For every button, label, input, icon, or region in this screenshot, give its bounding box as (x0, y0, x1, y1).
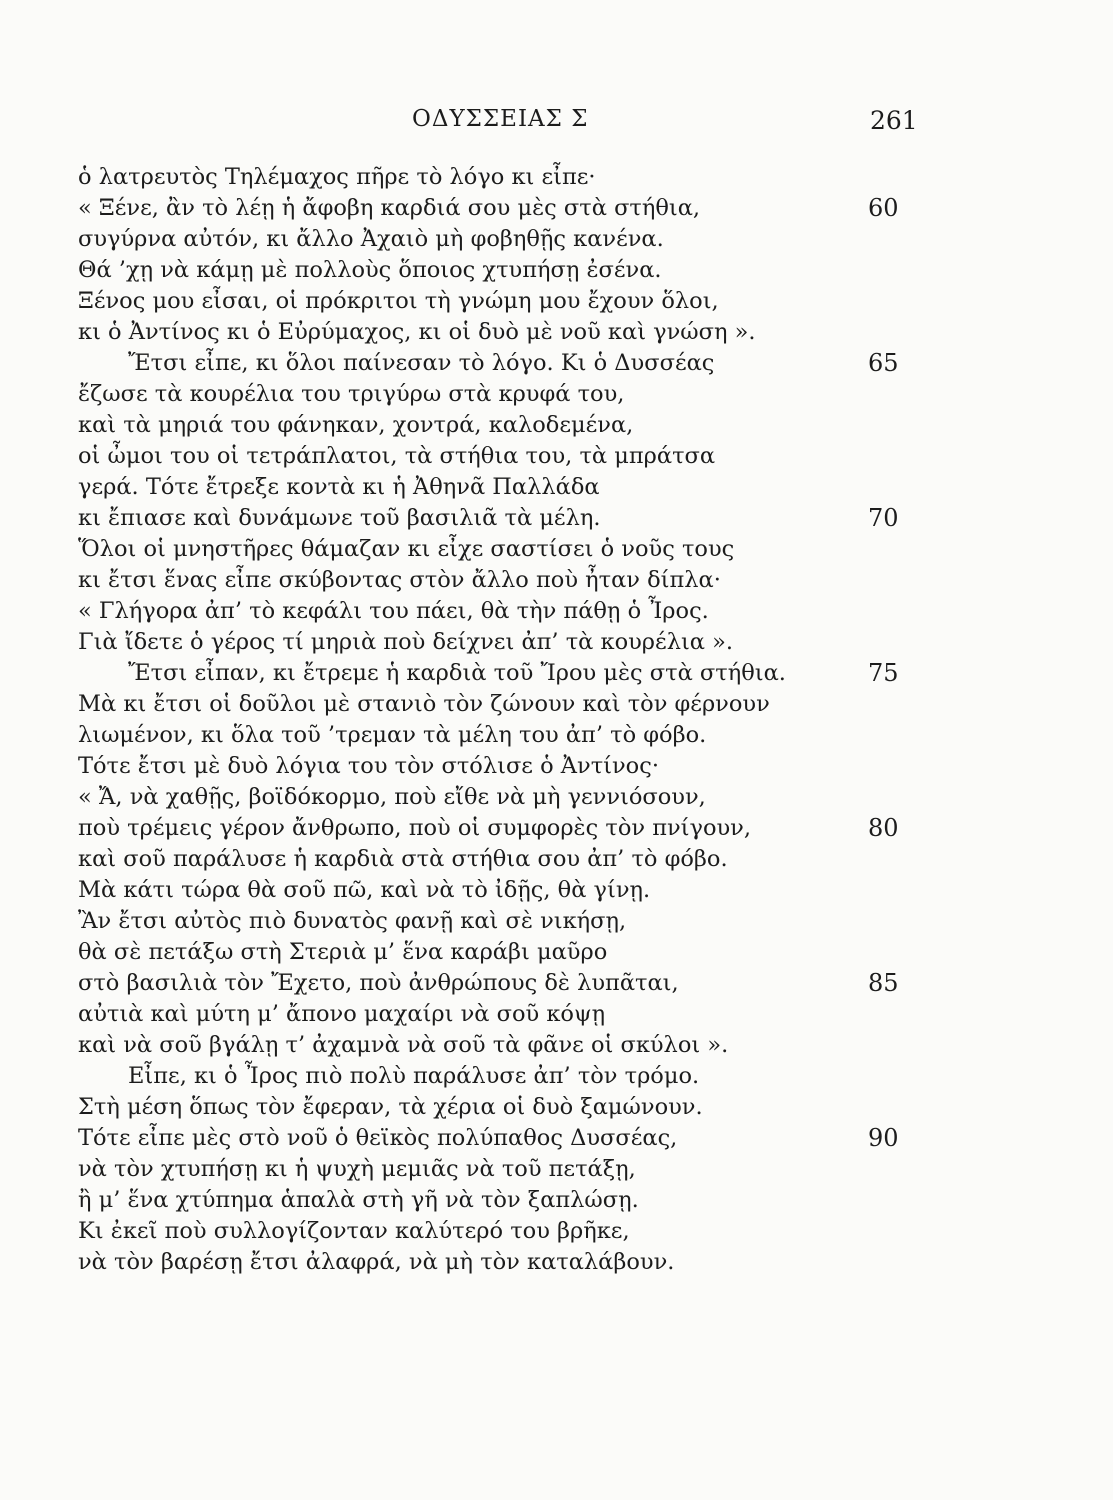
verse-text: Ἔτσι εἶπαν, κι ἔτρεμε ἡ καρδιὰ τοῦ Ἴρου μὲς στὰ στήθια. (128, 660, 786, 686)
verse-line (0, 534, 1113, 565)
verse-line (0, 689, 1113, 720)
verse-text: οἱ ὦμοι του οἱ τετράπλατοι, τὰ στήθια του, τὰ μπράτσα (78, 443, 716, 469)
verse-line (0, 1030, 1113, 1061)
verse-text: « Ἄ, νὰ χαθῇς, βοϊδόκορμο, ποὺ εἴθε νὰ μὴ γεννιόσουν, (78, 784, 706, 810)
line-number: 60 (868, 194, 899, 222)
verse-text: λιωμένον, κι ὅλα τοῦ ’τρεμαν τὰ μέλη του ἀπ’ τὸ φόβο. (78, 722, 707, 748)
verse-text: Ὅλοι οἱ μνηστῆρες θάμαζαν κι εἶχε σαστίσει ὁ νοῦς τους (78, 536, 735, 562)
verse-line (0, 565, 1113, 596)
verse-text: Στὴ μέση ὅπως τὸν ἔφεραν, τὰ χέρια οἱ δυὸ ξαμώνουν. (78, 1094, 703, 1120)
verse-text: Τότε εἶπε μὲς στὸ νοῦ ὁ θεϊκὸς πολύπαθος Δυσσέας, (78, 1125, 678, 1151)
verse-line (0, 317, 1113, 348)
verse-text: καὶ τὰ μηριά του φάνηκαν, χοντρά, καλοδεμένα, (78, 412, 634, 438)
verse-line (0, 162, 1113, 193)
verse-text: καὶ νὰ σοῦ βγάλῃ τ’ ἀχαμνὰ νὰ σοῦ τὰ φᾶνε οἱ σκύλοι ». (78, 1032, 729, 1058)
verse-text: συγύρνα αὐτόν, κι ἄλλο Ἀχαιὸ μὴ φοβηθῇς κανένα. (78, 226, 664, 252)
verse-text: θὰ σὲ πετάξω στὴ Στεριὰ μ’ ἕνα καράβι μαῦρο (78, 939, 608, 965)
verse-block (0, 162, 1113, 1278)
verse-text: « Ξένε, ἂν τὸ λέῃ ἡ ἄφοβη καρδιά σου μὲς στὰ στήθια, (78, 195, 701, 221)
verse-text: νὰ τὸν χτυπήσῃ κι ἡ ψυχὴ μεμιᾶς νὰ τοῦ πετάξῃ, (78, 1156, 636, 1182)
verse-line (0, 1247, 1113, 1278)
verse-line (0, 751, 1113, 782)
verse-text: γερά. Τότε ἔτρεξε κοντὰ κι ἡ Ἀθηνᾶ Παλλάδα (78, 474, 600, 500)
verse-line (0, 1123, 1113, 1154)
verse-text: κι ὁ Ἀντίνος κι ὁ Εὐρύμαχος, κι οἱ δυὸ μὲ νοῦ καὶ γνώση ». (78, 319, 756, 345)
verse-line (0, 596, 1113, 627)
verse-line (0, 224, 1113, 255)
verse-text: Ξένος μου εἶσαι, οἱ πρόκριτοι τὴ γνώμη μου ἔχουν ὅλοι, (78, 288, 719, 314)
verse-text: Μὰ κάτι τώρα θὰ σοῦ πῶ, καὶ νὰ τὸ ἰδῇς, θὰ γίνῃ. (78, 877, 651, 903)
verse-text: Θά ’χῃ νὰ κάμῃ μὲ πολλοὺς ὅποιος χτυπήσῃ ἐσένα. (78, 257, 662, 283)
verse-text: « Γλήγορα ἀπ’ τὸ κεφάλι του πάει, θὰ τὴν πάθῃ ὁ Ἶρος. (78, 598, 709, 624)
verse-line (0, 410, 1113, 441)
verse-line (0, 782, 1113, 813)
page-header (0, 106, 1113, 136)
verse-line (0, 968, 1113, 999)
line-number: 85 (868, 969, 899, 997)
verse-text: νὰ τὸν βαρέσῃ ἔτσι ἀλαφρά, νὰ μὴ τὸν καταλάβουν. (78, 1249, 675, 1275)
verse-text: Ἂν ἔτσι αὐτὸς πιὸ δυνατὸς φανῇ καὶ σὲ νικήσῃ, (78, 908, 627, 934)
verse-line (0, 1154, 1113, 1185)
verse-line (0, 286, 1113, 317)
verse-line (0, 813, 1113, 844)
verse-line (0, 1216, 1113, 1247)
verse-line (0, 906, 1113, 937)
line-number: 90 (868, 1124, 899, 1152)
verse-line (0, 658, 1113, 689)
verse-line (0, 348, 1113, 379)
verse-line (0, 193, 1113, 224)
verse-line (0, 472, 1113, 503)
verse-line (0, 1061, 1113, 1092)
verse-text: καὶ σοῦ παράλυσε ἡ καρδιὰ στὰ στήθια σου ἀπ’ τὸ φόβο. (78, 846, 728, 872)
page-number: 261 (870, 106, 918, 135)
verse-line (0, 999, 1113, 1030)
verse-text: κι ἔπιασε καὶ δυνάμωνε τοῦ βασιλιᾶ τὰ μέλη. (78, 505, 601, 531)
verse-line (0, 875, 1113, 906)
line-number: 80 (868, 814, 899, 842)
verse-text: Ἔτσι εἶπε, κι ὅλοι παίνεσαν τὸ λόγο. Κι ὁ Δυσσέας (128, 350, 715, 376)
verse-text: ποὺ τρέμεις γέρον ἄνθρωπο, ποὺ οἱ συμφορὲς τὸν πνίγουν, (78, 815, 752, 841)
verse-text: στὸ βασιλιὰ τὸν Ἔχετο, ποὺ ἀνθρώπους δὲ λυπᾶται, (78, 970, 679, 996)
verse-text: αὐτιὰ καὶ μύτη μ’ ἄπονο μαχαίρι νὰ σοῦ κόψῃ (78, 1001, 606, 1027)
verse-line (0, 937, 1113, 968)
verse-line (0, 627, 1113, 658)
running-head: ΟΔΥΣΣΕΙΑΣ Σ (412, 106, 589, 132)
verse-line (0, 720, 1113, 751)
verse-line (0, 503, 1113, 534)
verse-text: ὁ λατρευτὸς Τηλέμαχος πῆρε τὸ λόγο κι εἶπε· (78, 164, 596, 190)
verse-text: Μὰ κι ἔτσι οἱ δοῦλοι μὲ στανιὸ τὸν ζώνουν καὶ τὸν φέρνουν (78, 691, 770, 717)
verse-line (0, 379, 1113, 410)
verse-text: ἢ μ’ ἕνα χτύπημα ἁπαλὰ στὴ γῆ νὰ τὸν ξαπλώσῃ. (78, 1187, 639, 1213)
verse-text: Τότε ἔτσι μὲ δυὸ λόγια του τὸν στόλισε ὁ Ἀντίνος· (78, 753, 659, 779)
verse-text: κι ἔτσι ἕνας εἶπε σκύβοντας στὸν ἄλλο ποὺ ἦταν δίπλα· (78, 567, 721, 593)
verse-line (0, 844, 1113, 875)
verse-line (0, 1185, 1113, 1216)
verse-text: Γιὰ ἴδετε ὁ γέρος τί μηριὰ ποὺ δείχνει ἀπ’ τὰ κουρέλια ». (78, 629, 734, 655)
verse-text: Κι ἐκεῖ ποὺ συλλογίζονταν καλύτερό του βρῆκε, (78, 1218, 630, 1244)
verse-text: Εἶπε, κι ὁ Ἶρος πιὸ πολὺ παράλυσε ἀπ’ τὸν τρόμο. (128, 1063, 700, 1089)
line-number: 65 (868, 349, 899, 377)
line-number: 70 (868, 504, 899, 532)
verse-line (0, 255, 1113, 286)
verse-line (0, 1092, 1113, 1123)
line-number: 75 (868, 659, 899, 687)
verse-text: ἔζωσε τὰ κουρέλια του τριγύρω στὰ κρυφά του, (78, 381, 625, 407)
verse-line (0, 441, 1113, 472)
